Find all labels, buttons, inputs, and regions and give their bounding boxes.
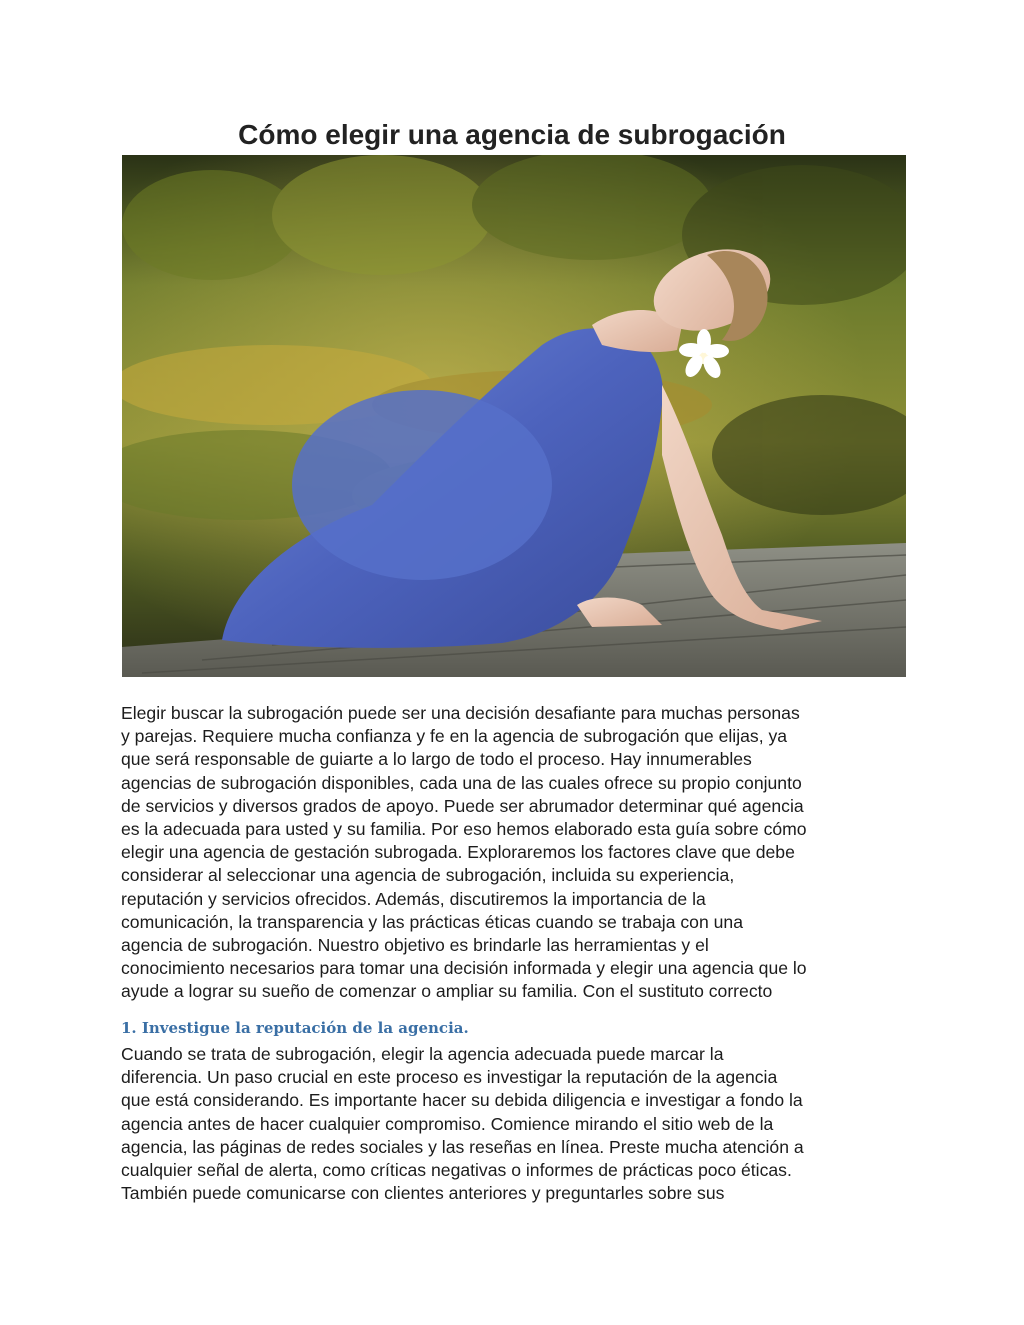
section-heading: 1. Investigue la reputación de la agencia. bbox=[121, 1019, 469, 1037]
intro-paragraph bbox=[121, 702, 911, 1004]
section-line: que está considerando. Es importante hacer su debida diligencia e investigar a fondo la bbox=[121, 1090, 803, 1111]
section-line: cualquier señal de alerta, como críticas negativas o informes de prácticas poco éticas. bbox=[121, 1160, 792, 1181]
intro-line: Elegir buscar la subrogación puede ser una decisión desafiante para muchas personas bbox=[121, 703, 800, 723]
intro-line: y parejas. Requiere mucha confianza y fe en la agencia de subrogación que elijas, ya bbox=[121, 726, 788, 747]
intro-line: agencias de subrogación disponibles, cada una de las cuales ofrece su propio conjunto bbox=[121, 772, 802, 793]
section-line: diferencia. Un paso crucial en este proceso es investigar la reputación de la agencia bbox=[121, 1067, 778, 1088]
intro-line: ayude a lograr su sueño de comenzar o ampliar su familia. Con el sustituto correcto bbox=[121, 981, 773, 1002]
section-line: Cuando se trata de subrogación, elegir la agencia adecuada puede marcar la bbox=[121, 1044, 724, 1064]
intro-line: agencia de subrogación. Nuestro objetivo es brindarle las herramientas y el bbox=[121, 935, 709, 956]
pregnant-woman-photo-icon bbox=[122, 155, 906, 677]
page-title: Cómo elegir una agencia de subrogación bbox=[238, 119, 786, 150]
section-paragraph bbox=[121, 1043, 911, 1205]
intro-line: de servicios y diversos grados de apoyo. Puede ser abrumador determinar qué agencia bbox=[121, 795, 804, 816]
intro-line: considerar al seleccionar una agencia de subrogación, incluida su experiencia, bbox=[121, 865, 735, 886]
intro-line: reputación y servicios ofrecidos. Además, discutiremos la importancia de la bbox=[121, 888, 706, 909]
intro-line: comunicación, la transparencia y las prácticas éticas cuando se trabaja con una bbox=[121, 911, 743, 932]
section-line: agencia, las páginas de redes sociales y las reseñas en línea. Preste mucha atención a bbox=[121, 1136, 804, 1157]
section-line: agencia antes de hacer cualquier compromiso. Comience mirando el sitio web de la bbox=[121, 1113, 774, 1134]
hero-image bbox=[122, 155, 906, 677]
intro-line: que será responsable de guiarte a lo largo de todo el proceso. Hay innumerables bbox=[121, 749, 752, 770]
intro-line: es la adecuada para usted y su familia. Por eso hemos elaborado esta guía sobre cómo bbox=[121, 819, 807, 840]
intro-line: conocimiento necesarios para tomar una decisión informada y elegir una agencia que lo bbox=[121, 958, 807, 979]
intro-line: elegir una agencia de gestación subrogada. Exploraremos los factores clave que debe bbox=[121, 842, 795, 863]
section-line: También puede comunicarse con clientes anteriores y preguntarles sobre sus bbox=[121, 1183, 725, 1204]
